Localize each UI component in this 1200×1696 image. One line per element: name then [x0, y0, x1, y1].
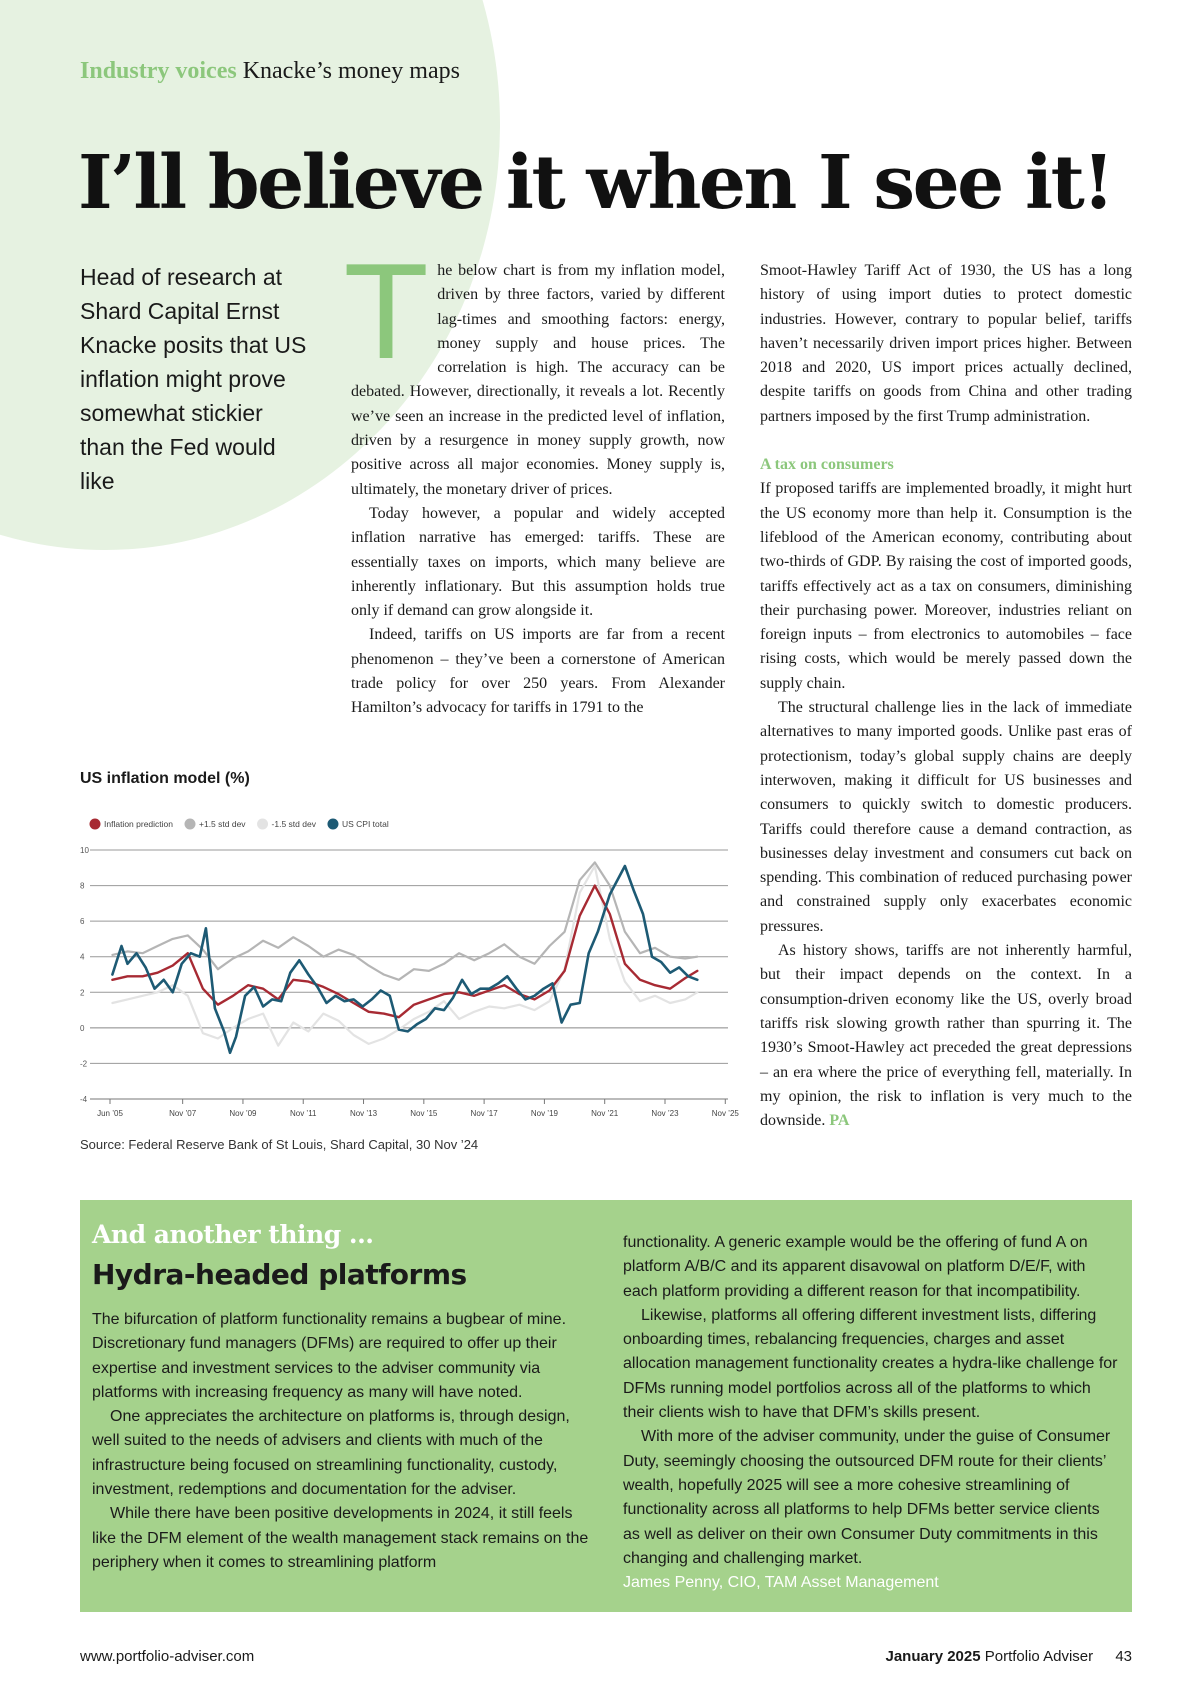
legend-label: +1.5 std dev	[199, 819, 246, 829]
y-tick-label: -2	[80, 1059, 88, 1069]
legend-label: -1.5 std dev	[271, 819, 316, 829]
box-paragraph: One appreciates the architecture on platforms is, through design, well suited to the needs of advisers and clients with much of the infrastructure being focused on streamlining functionality, custody, investment, redemptions and documentation for the adviser.	[92, 1408, 570, 1499]
page-number: 43	[1115, 1648, 1132, 1665]
article-paragraph	[760, 939, 1132, 1133]
box-title: Hydra-headed platforms	[92, 1258, 467, 1291]
footer-magazine: Portfolio Adviser	[984, 1648, 1094, 1665]
footer-issue-info	[886, 1648, 1133, 1665]
article-paragraph: he below chart is from my inflation model, driven by three factors, varied by different lag-times and smoothing factors: energy, money supply and house prices. The correlation is high. The accuracy can be debated. However, directionally, it reveals a lot. Recently we’ve seen an increase in the predicted level of inflation, driven by a resurgence in money supply growth, now positive across all major economies. Money supply is, ultimately, the monetary driver of prices.	[351, 262, 725, 498]
legend-swatch	[257, 819, 268, 830]
legend-swatch	[327, 819, 338, 830]
x-tick-label: Nov ’21	[591, 1109, 619, 1118]
legend-swatch	[185, 819, 196, 830]
article-paragraph: If proposed tariffs are implemented broadly, it might hurt the US economy more than help it. Consumption is the lifeblood of the American economy, contributing about two-thirds of GDP. By raising the cost of imported goods, tariffs effectively act as a tax on consumers, diminishing their purchasing power. Moreover, industries reliant on foreign inputs – from electronics to automobiles – face rising costs, which would be merely passed down the supply chain.	[760, 480, 1132, 692]
y-tick-label: 6	[80, 917, 85, 927]
x-tick-label: Nov ’19	[530, 1109, 558, 1118]
box-column-right	[623, 1231, 1118, 1595]
box-paragraph: Likewise, platforms all offering different investment lists, differing onboarding times, rebalancing frequencies, charges and asset allocation management functionality creates a hydra-like challenge for DFMs running model portfolios across all of the platforms to which their clients wish to have that DFM’s skills present.	[623, 1306, 1118, 1422]
sign-off: PA	[829, 1112, 850, 1130]
box-paragraph: With more of the adviser community, under the guise of Consumer Duty, seemingly choosing the outsourced DFM route for their clients’ wealth, hopefully 2025 will see a more cohesive streamlining of functionality across all platforms to help DFMs better service clients as well as deliver on their own Consumer Duty commitments in this changing and challenging market.	[623, 1428, 1111, 1567]
inflation-chart	[80, 808, 739, 1130]
x-tick-label: Nov ’25	[711, 1109, 739, 1118]
chart-series	[112, 862, 697, 1052]
footer-url[interactable]: www.portfolio-adviser.com	[80, 1648, 255, 1665]
box-paragraph: functionality. A generic example would be the offering of fund A on platform A/B/C and its apparent disavowal on platform D/E/F, with each platform providing a different reason for that incompatibility.	[623, 1234, 1088, 1300]
box-paragraph: The bifurcation of platform functionality remains a bugbear of mine. Discretionary fund managers (DFMs) are required to offer up their expertise and investment services to the adviser community via platforms with increasing frequency as many will have noted.	[92, 1311, 567, 1401]
box-kicker: And another thing ...	[92, 1220, 374, 1249]
article-column-middle	[347, 240, 725, 721]
y-tick-label: -4	[80, 1095, 88, 1104]
section-kicker	[80, 58, 460, 85]
footer-issue: January 2025	[885, 1648, 981, 1665]
y-tick-label: 2	[80, 988, 85, 998]
x-tick-label: Nov ’23	[651, 1109, 679, 1118]
y-tick-label: 0	[80, 1023, 85, 1033]
section-label: Industry voices	[80, 58, 237, 84]
drop-cap: T	[347, 240, 426, 389]
x-tick-label: Jun ’05	[97, 1109, 123, 1118]
article-paragraph: Smoot-Hawley Tariff Act of 1930, the US has a long history of using import duties to protect domestic industries. However, contrary to popular belief, tariffs haven’t necessarily driven import prices higher. Between 2018 and 2020, US import prices actually declined, despite tariffs on goods from China and other trading partners imposed by the first Trump administration.	[760, 262, 1132, 425]
y-tick-label: 10	[80, 846, 89, 855]
headline: I’ll believe it when I see it!	[78, 140, 1113, 226]
chart-x-axis	[90, 1099, 739, 1118]
article-column-right	[760, 259, 1132, 1133]
box-signature: James Penny, CIO, TAM Asset Management	[623, 1574, 939, 1592]
chart-legend	[90, 819, 389, 830]
standfirst: Head of research at Shard Capital Ernst Knacke posits that US inflation might prove somewhat stickier than the Fed would like	[80, 264, 307, 494]
box-column-left	[92, 1308, 592, 1575]
x-tick-label: Nov ’15	[410, 1109, 438, 1118]
column-label: Knacke’s money maps	[242, 58, 460, 84]
chart-title: US inflation model (%)	[80, 770, 250, 787]
legend-swatch	[90, 819, 101, 830]
x-tick-label: Nov ’13	[349, 1109, 378, 1118]
article-subhead: A tax on consumers	[760, 456, 894, 474]
y-tick-label: 4	[80, 952, 85, 962]
article-paragraph-text: As history shows, tariffs are not inherently harmful, but their impact depends on the context. In a consumption-driven economy like the US, overly broad tariffs risk slowing growth rather than spurring it. The 1930’s Smoot-Hawley act preceded the great depressions – an era where the price of everything fell, materially. In my opinion, the risk to inflation is very much to the downside.	[760, 942, 1132, 1130]
article-paragraph: Today however, a popular and widely accepted inflation narrative has emerged: tariffs. These are essentially taxes on imports, which many believe are inherently inflationary. But this assumption holds true only if demand can grow alongside it.	[351, 504, 725, 620]
x-tick-label: Nov ’09	[229, 1109, 257, 1118]
sidebar-box	[80, 1200, 1132, 1612]
y-tick-label: 8	[80, 881, 85, 891]
box-paragraph: While there have been positive developments in 2024, it still feels like the DFM element of the wealth management stack remains on the periphery when it comes to streamlining platform	[92, 1505, 589, 1571]
legend-label: Inflation prediction	[104, 819, 173, 829]
x-tick-label: Nov ’17	[470, 1109, 498, 1118]
x-tick-label: Nov ’11	[289, 1109, 317, 1118]
chart-source: Source: Federal Reserve Bank of St Louis, Shard Capital, 30 Nov ’24	[80, 1137, 479, 1152]
x-tick-label: Nov ’07	[169, 1109, 197, 1118]
article-paragraph: The structural challenge lies in the lack of immediate alternatives to many imported goods. Unlike past eras of protectionism, today’s global supply chains are deeply interwoven, making it difficult for US businesses and consumers to quickly switch to domestic producers. Tariffs could therefore cause a demand contraction, as businesses delay investment and consumers cut back on spending. This combination of reduced purchasing power and constrained supply only exacerbates economic pressures.	[760, 699, 1132, 935]
article-paragraph: Indeed, tariffs on US imports are far from a recent phenomenon – they’ve been a cornerstone of American trade policy for over 250 years. From Alexander Hamilton’s advocacy for tariffs in 1791 to the	[351, 626, 725, 717]
legend-label: US CPI total	[341, 819, 389, 829]
